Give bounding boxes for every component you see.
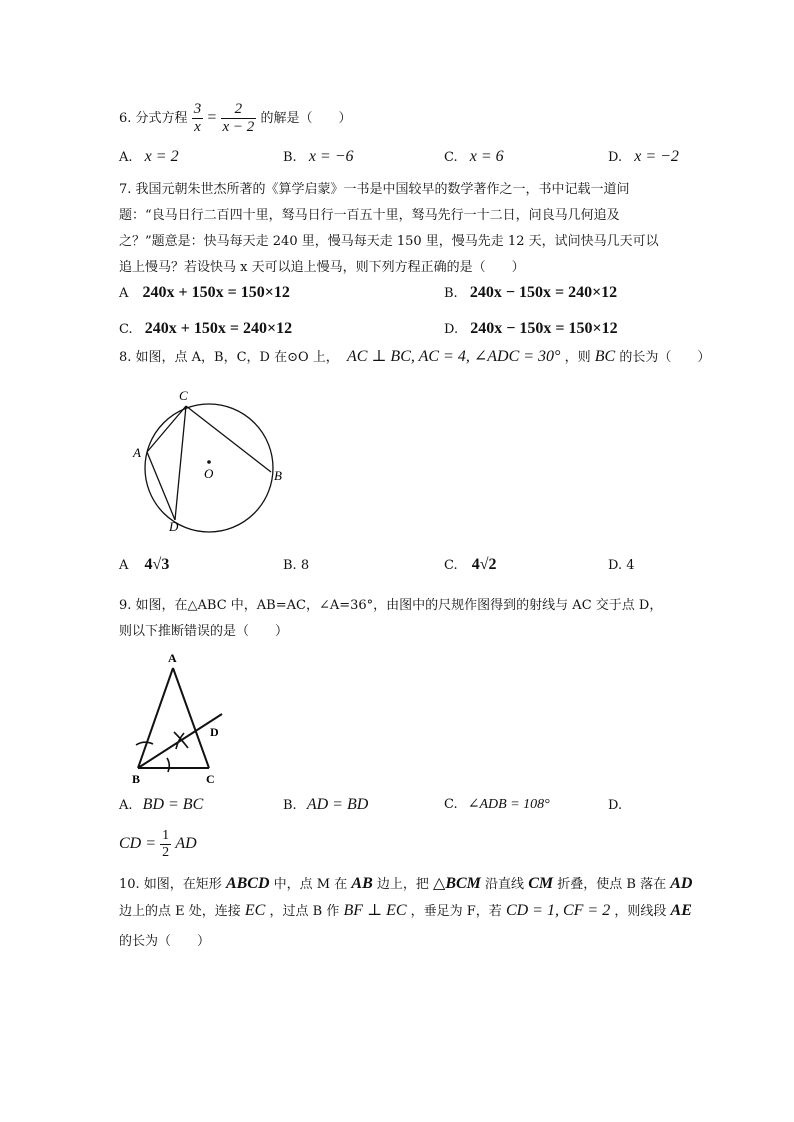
label-o: O <box>204 466 214 481</box>
q6-option-a-value: x = 2 <box>144 148 179 165</box>
q10-l1-bcm: △BCM <box>433 875 481 892</box>
q10-l1-abcd: ABCD <box>225 875 270 892</box>
q8-option-d[interactable] <box>608 558 635 573</box>
q7-option-c-value: 240x + 150x = 240×12 <box>144 320 293 337</box>
q9-d-rhs: AD <box>175 835 197 852</box>
q9-line-1: 9. 如图，在△ABC 中，AB=AC，∠A=36°，由图中的尺规作图得到的射线与 AC 交于点 D， <box>119 598 663 613</box>
q8-stem <box>119 346 710 366</box>
q8-option-a-value: 4√3 <box>144 556 170 573</box>
q10-l1-d: 沿直线 <box>485 877 525 892</box>
q10-l1-ab: AB <box>351 875 373 892</box>
q7-line-3: 之？”题意是：快马每天走 240 里，慢马每天走 150 里，慢马先走 12 天，试问快马几天可以 <box>119 234 659 249</box>
q6-stem <box>119 100 351 136</box>
q7-option-a[interactable] <box>119 284 290 302</box>
q7-option-a-value: 240x + 150x = 150×12 <box>142 284 290 301</box>
q9-option-d-value[interactable] <box>119 824 197 864</box>
q7-line-1: 7. 我国元朝朱世杰所著的《算学启蒙》一书是中国较早的数学著作之一，书中记载一道问 <box>119 182 630 197</box>
q6-fraction-2 <box>221 101 257 136</box>
q7-option-c[interactable] <box>119 320 292 338</box>
q6-fraction-1 <box>192 101 204 136</box>
q10-l1-c: 边上，把 <box>376 877 429 892</box>
q9-option-a[interactable] <box>119 796 203 814</box>
q6-frac2-numerator: 2 <box>221 101 257 119</box>
q10-l2-c: ，垂足为 F，若 <box>410 904 502 919</box>
q8-text-b: ，则 <box>564 350 591 365</box>
q7-option-b-value: 240x − 150x = 240×12 <box>469 284 618 301</box>
q9-line-2: 则以下推断错误的是（ ） <box>119 624 289 639</box>
q6-number: 6. <box>119 111 132 126</box>
label-b: B <box>274 468 282 483</box>
q8-option-d-label: D. 4 <box>608 558 635 573</box>
q6-option-d-value: x = −2 <box>634 148 679 165</box>
q8-circle-figure <box>128 384 298 534</box>
q6-text-a: 分式方程 <box>135 111 188 126</box>
q10-l1-b: 中，点 M 在 <box>273 877 348 892</box>
q6-option-c-value: x = 6 <box>469 148 504 165</box>
q6-option-b-value: x = −6 <box>308 148 354 165</box>
segment-cd <box>175 406 186 520</box>
side-ab <box>138 668 173 768</box>
q10-l2-cond: CD = 1, CF = 2 <box>505 902 611 919</box>
q6-frac1-numerator: 3 <box>193 101 202 117</box>
q9-option-d-label[interactable]: D. <box>608 798 623 813</box>
q9-option-c[interactable] <box>444 796 550 813</box>
q9-option-c-value: ∠ADB = 108° <box>467 797 550 812</box>
q6-text-b: 的解是（ ） <box>260 111 352 126</box>
q9-d-frac-numerator: 1 <box>162 828 170 843</box>
q7-option-d[interactable] <box>444 320 618 338</box>
q6-option-b-label: B. <box>283 150 297 165</box>
q9-d-fraction <box>160 828 171 861</box>
q10-l2-bf: BF ⊥ EC <box>343 902 407 919</box>
q8-option-c[interactable] <box>444 556 497 574</box>
q8-text-c: 的长为（ ） <box>619 350 711 365</box>
segment-ac <box>147 406 186 452</box>
q9-option-a-label: A. <box>119 798 133 813</box>
q8-option-a[interactable] <box>119 556 169 574</box>
q10-l2-ec: EC <box>244 902 266 919</box>
q7-option-b-label: B. <box>444 286 458 301</box>
q6-frac1-denominator: x <box>194 119 201 135</box>
q10-l2-ae: AE <box>670 902 692 919</box>
label-d: D <box>210 725 219 739</box>
q9-option-c-label: C. <box>444 797 458 812</box>
q10-l1-cm: CM <box>528 875 554 892</box>
q10-line-1 <box>119 873 692 893</box>
q8-option-c-label: C. <box>444 558 458 573</box>
label-b: B <box>132 772 141 786</box>
q6-frac2-denominator: x − 2 <box>222 119 255 135</box>
q6-option-b[interactable] <box>283 148 354 166</box>
q10-l2-a: 边上的点 E 处，连接 <box>119 904 241 919</box>
q7-line-4: 追上慢马？若设快马 x 天可以追上慢马，则下列方程正确的是（ ） <box>119 260 525 275</box>
q6-option-a-label: A. <box>119 150 133 165</box>
q8-option-a-label: A <box>119 558 129 573</box>
q7-option-a-label: A <box>119 286 129 301</box>
center-point-o <box>207 460 211 464</box>
q7-option-d-label: D. <box>444 322 459 337</box>
q6-option-d-label: D. <box>608 150 623 165</box>
label-a: A <box>133 445 141 460</box>
q10-l1-a: 10. 如图，在矩形 <box>119 877 222 892</box>
q8-bc: BC <box>594 348 616 365</box>
segment-cb <box>186 406 271 472</box>
q9-option-b[interactable] <box>283 796 368 814</box>
q8-option-b-label: B. 8 <box>283 558 310 573</box>
q8-option-c-value: 4√2 <box>471 556 497 573</box>
q10-line-3: 的长为（ ） <box>119 934 211 949</box>
q10-l2-b: ，过点 B 作 <box>269 904 340 919</box>
q10-l2-d: ，则线段 <box>614 904 667 919</box>
q9-option-a-value: BD = BC <box>142 796 204 813</box>
q9-triangle-figure <box>126 648 236 788</box>
q10-l1-e: 折叠，使点 B 落在 <box>557 877 667 892</box>
q6-equals: = <box>207 109 217 126</box>
arc-on-bc <box>167 758 169 772</box>
q9-option-b-value: AD = BD <box>306 796 369 813</box>
q6-option-c[interactable] <box>444 148 504 166</box>
q7-line-2: 题：“良马日行二百四十里，驽马日行一百五十里，驽马先行一十二日，问良马几何追及 <box>119 208 620 223</box>
label-a: A <box>168 651 177 665</box>
label-c: C <box>179 388 188 403</box>
q8-condition: AC ⊥ BC, AC = 4, ∠ADC = 30° <box>346 348 561 365</box>
q7-option-d-value: 240x − 150x = 150×12 <box>470 320 618 337</box>
q10-l1-ad: AD <box>670 875 693 892</box>
q6-option-c-label: C. <box>444 150 458 165</box>
q6-option-d[interactable] <box>608 148 679 166</box>
q7-option-c-label: C. <box>119 322 133 337</box>
side-ac <box>173 668 209 768</box>
q9-option-b-label: B. <box>283 798 297 813</box>
q8-text-a: 8. 如图，点 A，B，C，D 在⊙O 上， <box>119 350 339 365</box>
q9-d-lhs: CD = <box>119 835 157 852</box>
q9-d-frac-denominator: 2 <box>162 845 170 860</box>
arc-on-ab <box>136 742 153 745</box>
q6-option-a[interactable] <box>119 148 179 166</box>
label-d: D <box>169 519 179 534</box>
label-c: C <box>206 772 215 786</box>
bisector-ray <box>138 714 222 768</box>
q7-option-b[interactable] <box>444 284 617 302</box>
q10-line-2 <box>119 900 692 920</box>
q8-option-b[interactable] <box>283 558 309 573</box>
